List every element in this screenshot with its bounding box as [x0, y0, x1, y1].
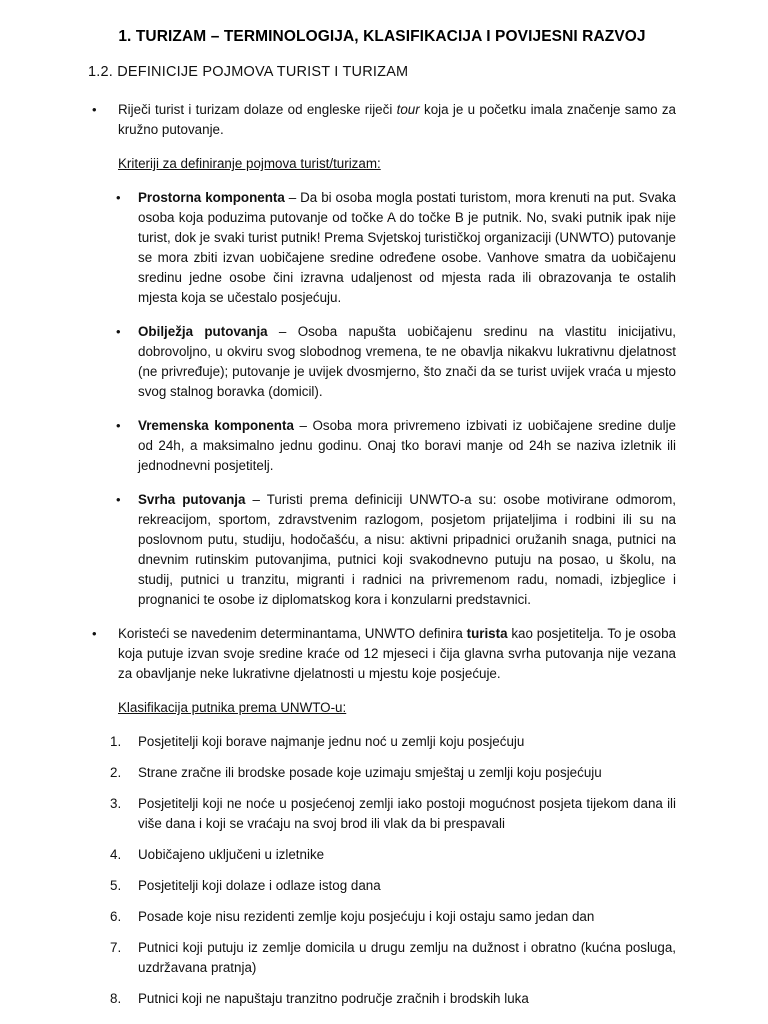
bullet-icon: • — [92, 102, 97, 117]
bold-term: turista — [466, 626, 508, 641]
definition-paragraph: • Koristeći se navedenim determinantama, UNWTO definira turista kao posjetitelja. To je osoba koja putuje izvan svoje sredine kraće od 12 mjeseci i čija glavna svrha putovanja nije vezana za obavljanje neke lukrativne djelatnosti u mjestu koje posjećuje. — [92, 626, 676, 681]
list-number: 5. — [110, 878, 122, 893]
list-item: 7. Putnici koji putuju iz zemlje domicila u drugu zemlju na dužnost i obratno (kućna posluga, uzdržavana pratnja) — [110, 940, 676, 975]
criteria-term: Vremenska komponenta — [138, 418, 294, 433]
italic-term: tour — [396, 102, 420, 117]
bullet-icon: • — [116, 492, 121, 507]
list-item: 3. Posjetitelji koji ne noće u posjećenoj zemlji iako postoji mogućnost posjeta tijekom dana ili više dana i koji se vraćaju na svoj brod ili vlak da bi prespavali — [110, 796, 676, 831]
bullet-icon: • — [116, 324, 121, 339]
list-number: 4. — [110, 847, 122, 862]
classification-heading: Klasifikacija putnika prema UNWTO-u: — [118, 700, 347, 715]
list-number: 1. — [110, 734, 122, 749]
list-item: 1. Posjetitelji koji borave najmanje jednu noć u zemlji koju posjećuju — [88, 732, 676, 752]
list-item: 5. Posjetitelji koji dolaze i odlaze istog dana — [88, 876, 676, 896]
bullet-icon: • — [116, 418, 121, 433]
section-subtitle: 1.2. DEFINICIJE POJMOVA TURIST I TURIZAM — [88, 64, 409, 80]
page-title: 1. TURIZAM – TERMINOLOGIJA, KLASIFIKACIJA I POVIJESNI RAZVOJ — [118, 28, 646, 45]
criteria-term: Prostorna komponenta — [138, 190, 285, 205]
criteria-item: • Obilježja putovanja – Osoba napušta uobičajenu sredinu na vlastitu inicijativu, dobrovoljno, u okviru svog slobodnog vremena, te ne obavlja nikakvu lukrativnu djelatnost (ne privređuje); putovanje je uvijek dvosmjerno, što znači da se turist uvijek vraća u mjesto svog stalnog boravka (domicil). — [116, 324, 676, 399]
list-number: 8. — [110, 991, 122, 1006]
list-item: 8. Putnici koji ne napuštaju tranzitno područje zračnih i brodskih luka — [88, 989, 676, 1009]
bullet-icon: • — [92, 626, 97, 641]
list-number: 2. — [110, 765, 122, 780]
list-item: 6. Posade koje nisu rezidenti zemlje koju posjećuju i koji ostaju samo jedan dan — [88, 907, 676, 927]
intro-paragraph: • Riječi turist i turizam dolaze od engleske riječi tour koja je u početku imala značenje samo za kružno putovanje. — [92, 102, 676, 137]
list-number: 7. — [110, 940, 122, 955]
list-number: 3. — [110, 796, 122, 811]
criteria-item: • Vremenska komponenta – Osoba mora privremeno izbivati iz uobičajene sredine dulje od 24h, a maksimalno jednu godinu. Onaj tko boravi manje od 24h se naziva izletnik ili jednodnevni posjetitelj. — [116, 418, 676, 473]
criteria-item: • Prostorna komponenta – Da bi osoba mogla postati turistom, mora krenuti na put. Svaka osoba koja poduzima putovanje od točke A do točke B je putnik. No, svaki putnik ipak nije turist, dok je svaki turist putnik! Prema Svjetskoj turističkoj organizaciji (UNWTO) putovanje se mora zbiti izvan uobičajene sredine određene osobe. Vanhove smatra da uobičajenu sredinu jedne osobe čini izravna udaljenost od mjesta rada ili obrazovanja te ostalih mjesta koja se učestalo posjećuju. — [116, 190, 676, 305]
list-item: 2. Strane zračne ili brodske posade koje uzimaju smještaj u zemlji koju posjećuju — [88, 763, 676, 783]
list-number: 6. — [110, 909, 122, 924]
list-item: 4. Uobičajeno uključeni u izletnike — [88, 845, 676, 865]
criteria-term: Svrha putovanja — [138, 492, 246, 507]
criteria-term: Obilježja putovanja — [138, 324, 268, 339]
criteria-heading: Kriteriji za definiranje pojmova turist/turizam: — [118, 156, 381, 171]
bullet-icon: • — [116, 190, 121, 205]
criteria-item: • Svrha putovanja – Turisti prema definiciji UNWTO-a su: osobe motivirane odmorom, rekreacijom, sportom, zdravstvenim razlogom, posjetom prijateljima i rodbini ili su na poslovnom putu, studiju, hodočašću, a nisu: aktivni pripadnici oružanih snaga, putnici na dnevnim rutinskim putovanjima, putnici koji svakodnevno putuju na posao, u školu, na studij, putnici u tranzitu, migranti i radnici na privremenom radu, nomadi, izbjeglice i prognanici te osobe iz diplomatskog kora i konzularni predstavnici. — [116, 492, 676, 607]
